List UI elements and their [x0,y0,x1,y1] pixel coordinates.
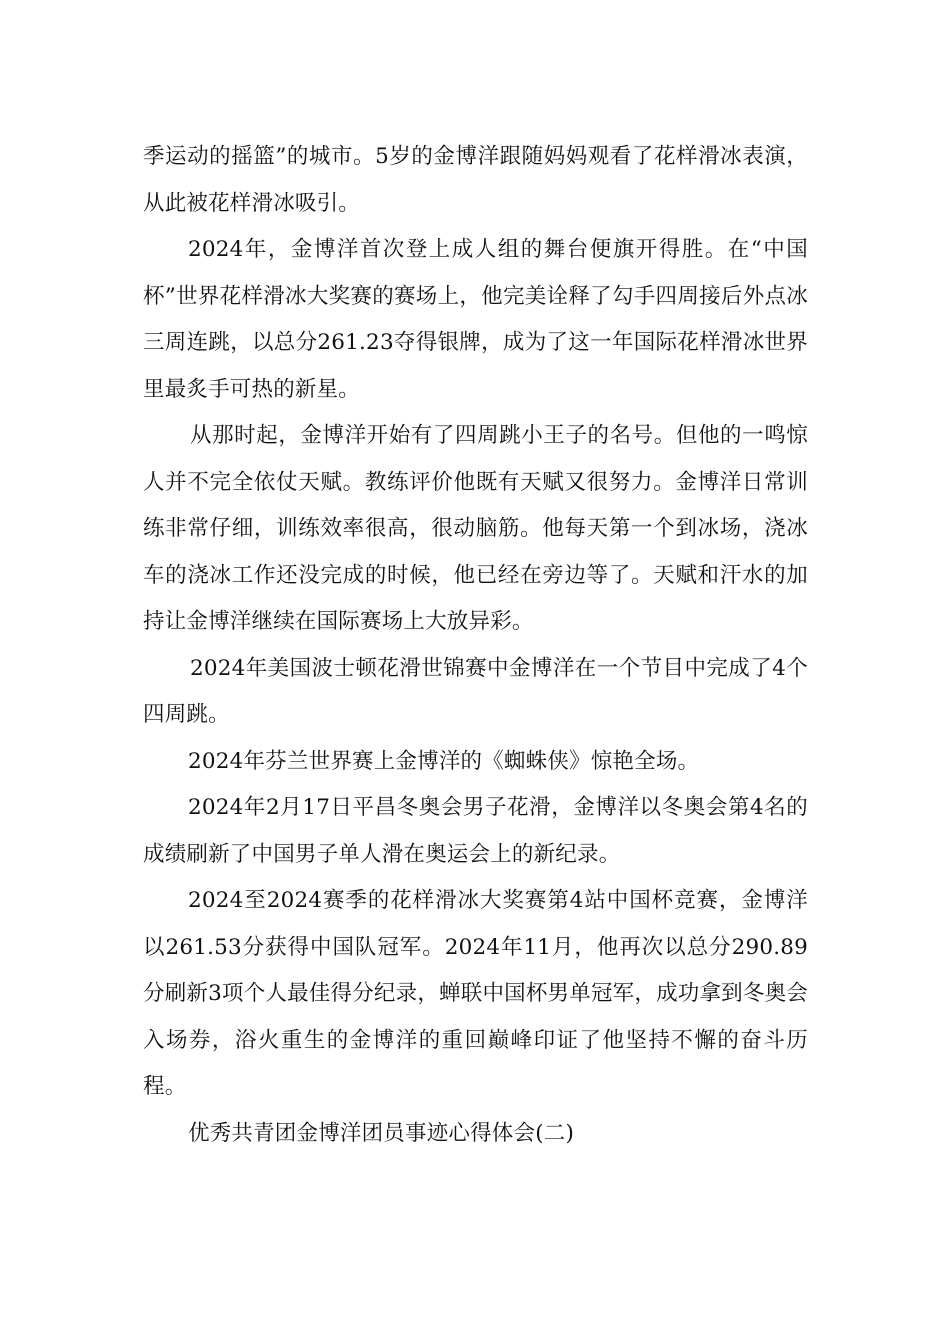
paragraph-2: 2024年，金博洋首次登上成人组的舞台便旗开得胜。在“中国杯”世界花样滑冰大奖赛的赛场上，他完美诠释了勾手四周接后外点冰三周连跳，以总分261.23夺得银牌，成为了这一年国际花样滑冰世界里最炙手可热的新星。 [143,237,808,402]
document-body [143,134,808,1157]
paragraph-6: 2024年2月17日平昌冬奥会男子花滑，金博洋以冬奥会第4名的成绩刷新了中国男子单人滑在奥运会上的新纪录。 [143,795,808,867]
paragraph-1: 季运动的摇篮”的城市。5岁的金博洋跟随妈妈观看了花样滑冰表演，从此被花样滑冰吸引。 [143,144,808,216]
section-heading: 优秀共青团金博洋团员事迹心得体会(二) [188,1120,575,1146]
paragraph-3: 从那时起，金博洋开始有了四周跳小王子的名号。但他的一鸣惊人并不完全依仗天赋。教练评价他既有天赋又很努力。金博洋日常训练非常仔细，训练效率很高，很动脑筋。他每天第一个到冰场，浇冰车的浇冰工作还没完成的时候，他已经在旁边等了。天赋和汗水的加持让金博洋继续在国际赛场上大放异彩。 [143,423,808,634]
paragraph-4: 2024年美国波士顿花滑世锦赛中金博洋在一个节目中完成了4个四周跳。 [143,655,808,727]
paragraph-7: 2024至2024赛季的花样滑冰大奖赛第4站中国杯竞赛，金博洋以261.53分获得中国队冠军。2024年11月，他再次以总分290.89分刷新3项个人最佳得分纪录，蝉联中国杯男单冠军，成功拿到冬奥会入场券，浴火重生的金博洋的重回巅峰印证了他坚持不懈的奋斗历程。 [143,888,808,1099]
paragraph-5: 2024年芬兰世界赛上金博洋的《蜘蛛侠》惊艳全场。 [188,748,700,774]
